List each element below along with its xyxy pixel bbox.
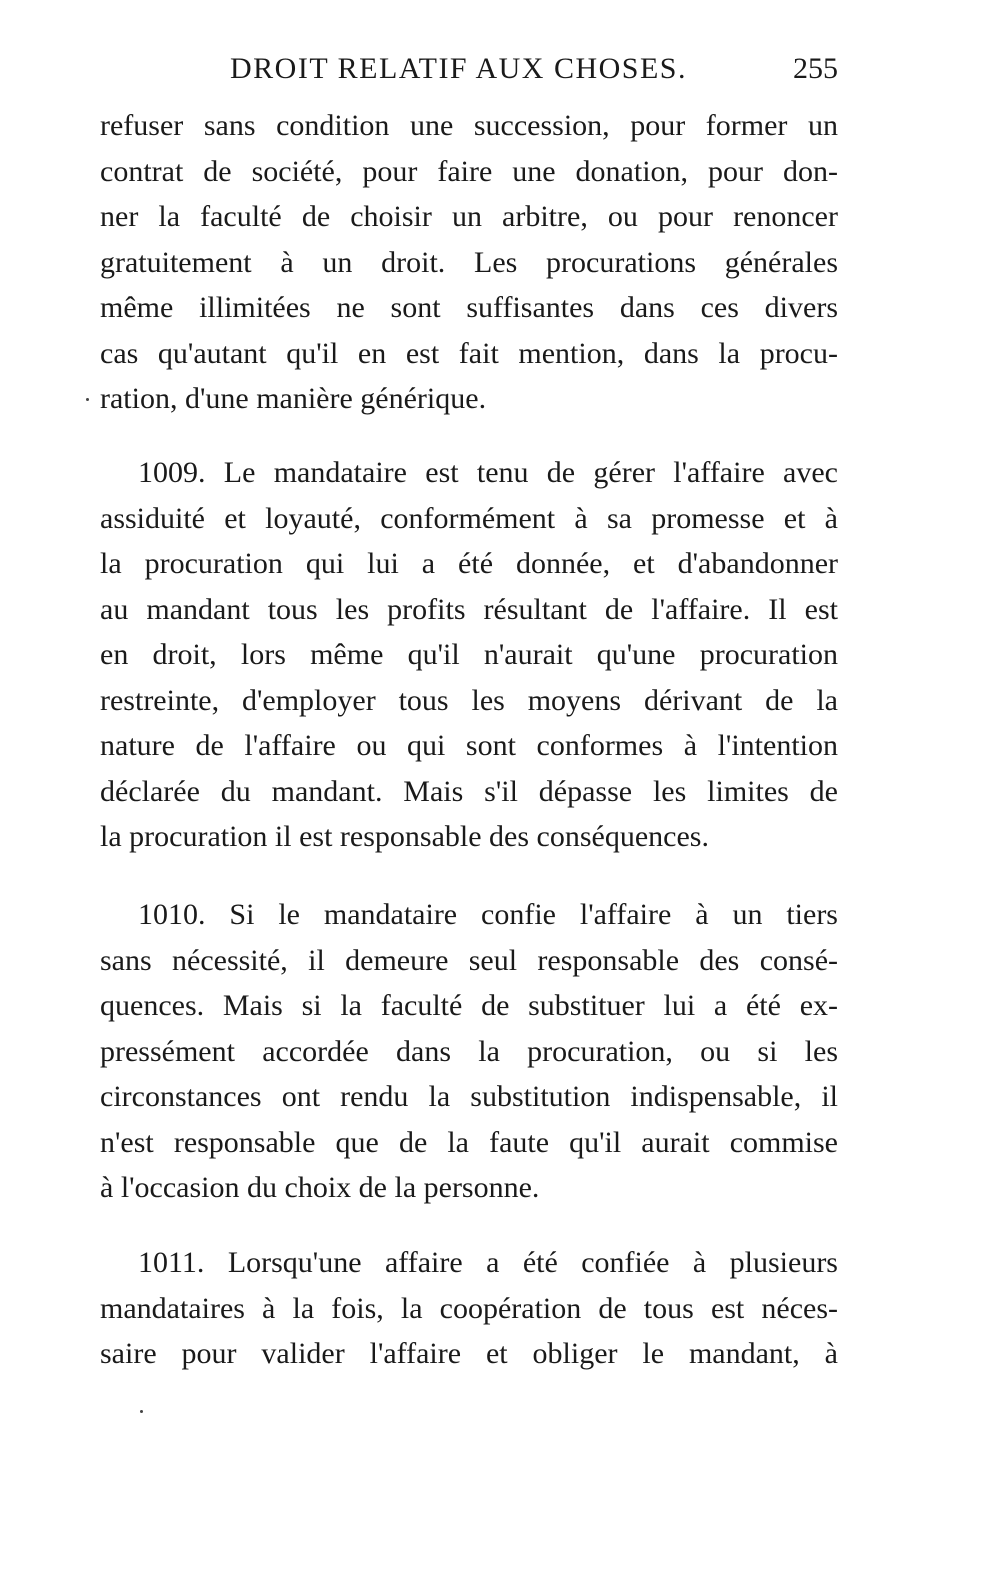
text-line: cas qu'autant qu'il en est fait mention, dans la procu- — [100, 336, 838, 370]
text-line: 1010. Si le mandataire confie l'affaire à un tiers — [138, 898, 838, 931]
text-line: 1009. Le mandataire est tenu de gérer l'affaire avec — [138, 456, 838, 489]
paragraph-continuation — [100, 103, 838, 422]
text-line: refuser sans condition une succession, pour former un — [100, 109, 838, 142]
text-line: nature de l'affaire ou qui sont conformes à l'intention — [100, 729, 838, 762]
print-speck — [140, 1410, 143, 1413]
text-line: circonstances ont rendu la substitution indispensable, il — [100, 1080, 838, 1113]
text-line: n'est responsable que de la faute qu'il aurait commise — [100, 1125, 838, 1159]
text-line: pressément accordée dans la procuration, ou si les — [100, 1034, 838, 1068]
article-1009 — [100, 450, 838, 860]
text-line: assiduité et loyauté, conformément à sa promesse et à — [100, 501, 838, 535]
text-line: quences. Mais si la faculté de substituer lui a été ex- — [100, 989, 838, 1022]
text-line: restreinte, d'employer tous les moyens dérivant de la — [100, 683, 838, 717]
running-title: DROIT RELATIF AUX CHOSES. — [230, 52, 687, 85]
text-line: sans nécessité, il demeure seul responsable des consé- — [100, 943, 838, 977]
text-line: déclarée du mandant. Mais s'il dépasse les limites de — [100, 774, 838, 808]
text-line: la procuration il est responsable des conséquences. — [100, 820, 709, 853]
text-line: gratuitement à un droit. Les procurations générales — [100, 245, 838, 279]
text-line: mandataires à la fois, la coopération de tous est néces- — [100, 1291, 838, 1325]
article-1011 — [100, 1240, 838, 1377]
article-1010 — [100, 892, 838, 1211]
text-line: contrat de société, pour faire une donation, pour don- — [100, 154, 838, 188]
text-line: à l'occasion du choix de la personne. — [100, 1171, 540, 1204]
text-line: même illimitées ne sont suffisantes dans ces divers — [100, 291, 838, 324]
print-speck — [86, 398, 89, 401]
running-head — [100, 52, 838, 92]
text-line: ration, d'une manière générique. — [100, 382, 487, 415]
page-number: 255 — [793, 52, 838, 85]
text-line: la procuration qui lui a été donnée, et d'abandonner — [100, 547, 838, 580]
text-line: en droit, lors même qu'il n'aurait qu'une procuration — [100, 638, 838, 671]
text-line: ner la faculté de choisir un arbitre, ou pour renoncer — [100, 200, 838, 233]
text-line: saire pour valider l'affaire et obliger le mandant, à — [100, 1337, 838, 1370]
text-line: au mandant tous les profits résultant de l'affaire. Il est — [100, 592, 838, 626]
text-line: 1011. Lorsqu'une affaire a été confiée à plusieurs — [138, 1246, 838, 1279]
